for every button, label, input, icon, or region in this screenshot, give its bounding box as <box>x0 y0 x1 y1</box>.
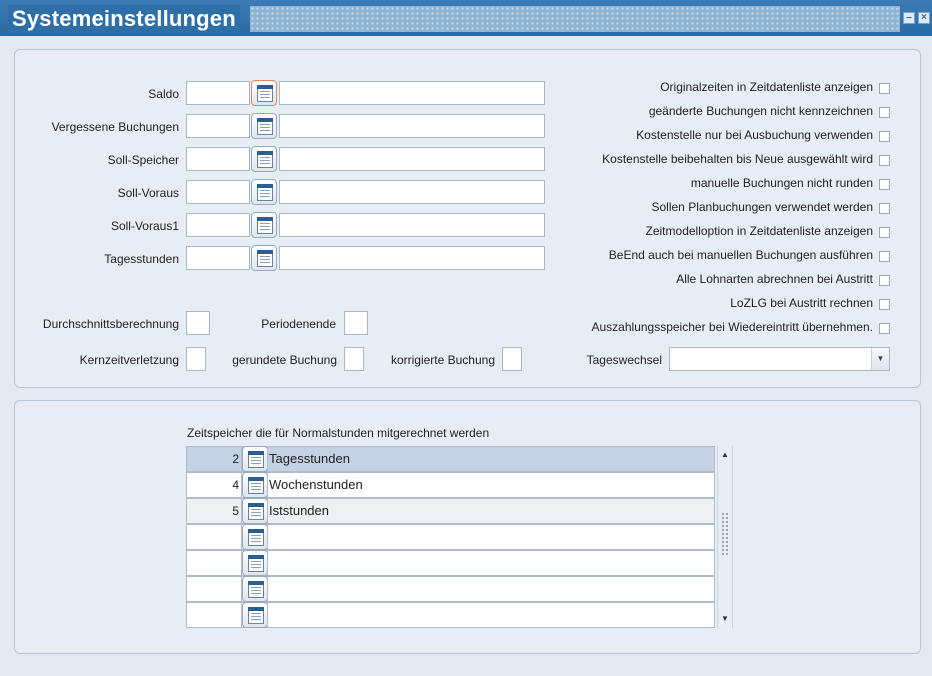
table-row[interactable] <box>186 472 715 498</box>
option-checkbox[interactable] <box>879 83 890 94</box>
divider <box>267 525 268 549</box>
table-row[interactable] <box>186 576 715 602</box>
soll-voraus1-lov-button[interactable] <box>251 212 277 238</box>
table-row[interactable] <box>186 498 715 524</box>
option-label: BeEnd auch bei manuellen Buchungen ausführen <box>608 248 873 262</box>
field-label: Tagesstunden <box>104 252 179 266</box>
soll-speicher-desc-input[interactable] <box>279 147 545 171</box>
scroll-down-icon[interactable]: ▼ <box>721 614 729 623</box>
list-of-values-icon <box>257 184 273 201</box>
list-of-values-icon <box>257 85 273 102</box>
tagesstunden-lov-button[interactable] <box>251 245 277 271</box>
list-of-values-icon <box>257 151 273 168</box>
table-row[interactable] <box>186 524 715 550</box>
divider <box>267 603 268 627</box>
option-checkbox[interactable] <box>879 275 890 286</box>
table-row[interactable] <box>186 602 715 628</box>
soll-speicher-code-input[interactable] <box>186 147 250 171</box>
row-number[interactable] <box>187 525 241 549</box>
soll-speicher-lov-button[interactable] <box>251 146 277 172</box>
option-checkbox[interactable] <box>879 251 890 262</box>
option-checkbox[interactable] <box>879 323 890 334</box>
periodenende-input[interactable] <box>344 311 368 335</box>
soll-voraus-desc-input[interactable] <box>279 180 545 204</box>
option-label: Originalzeiten in Zeitdatenliste anzeigen <box>660 80 873 94</box>
tageswechsel-label: Tageswechsel <box>586 353 662 367</box>
vergessene-lov-button[interactable] <box>251 113 277 139</box>
table-row[interactable] <box>186 550 715 576</box>
divider <box>267 577 268 601</box>
periodenende-label: Periodenende <box>261 317 336 331</box>
table-scrollbar[interactable] <box>717 446 733 628</box>
list-of-values-icon <box>257 250 273 267</box>
scroll-up-icon[interactable]: ▲ <box>721 450 729 459</box>
row-lov-button[interactable] <box>242 524 268 550</box>
option-label: Kostenstelle beibehalten bis Neue ausgewählt wird <box>602 152 873 166</box>
divider <box>267 551 268 575</box>
list-of-values-icon <box>248 581 264 598</box>
option-label: Zeitmodelloption in Zeitdatenliste anzeigen <box>645 224 873 238</box>
kernzeit-input[interactable] <box>186 347 206 371</box>
option-checkbox[interactable] <box>879 107 890 118</box>
field-label: Soll-Speicher <box>107 153 179 167</box>
korrigierte-input[interactable] <box>502 347 522 371</box>
list-of-values-icon <box>248 477 264 494</box>
field-label: Saldo <box>148 87 179 101</box>
chevron-down-icon[interactable]: ▼ <box>871 348 889 370</box>
tagesstunden-desc-input[interactable] <box>279 246 545 270</box>
row-lov-button[interactable] <box>242 576 268 602</box>
option-label: manuelle Buchungen nicht runden <box>690 176 873 190</box>
row-lov-button[interactable] <box>242 602 268 628</box>
vergessene-code-input[interactable] <box>186 114 250 138</box>
saldo-lov-button[interactable] <box>251 80 277 106</box>
field-label: Soll-Voraus1 <box>110 219 179 233</box>
close-icon[interactable]: × <box>918 12 930 24</box>
option-checkbox[interactable] <box>879 203 890 214</box>
durchschnitt-input[interactable] <box>186 311 210 335</box>
row-name: Wochenstunden <box>269 477 363 492</box>
option-checkbox[interactable] <box>879 155 890 166</box>
option-label: Alle Lohnarten abrechnen bei Austritt <box>676 272 873 286</box>
option-checkbox[interactable] <box>879 131 890 142</box>
option-label: LoZLG bei Austritt rechnen <box>730 296 873 310</box>
list-of-values-icon <box>248 607 264 624</box>
row-lov-button[interactable] <box>242 472 268 498</box>
durchschnitt-label: Durchschnittsberechnung <box>42 317 179 331</box>
tageswechsel-select[interactable] <box>669 347 890 371</box>
vergessene-desc-input[interactable] <box>279 114 545 138</box>
minimize-icon[interactable]: – <box>903 12 915 24</box>
gerundete-label: gerundete Buchung <box>232 353 337 367</box>
soll-voraus1-desc-input[interactable] <box>279 213 545 237</box>
window-title: Systemeinstellungen <box>8 5 240 33</box>
option-label: Kostenstelle nur bei Ausbuchung verwenden <box>636 128 873 142</box>
list-of-values-icon <box>257 118 273 135</box>
divider <box>267 473 268 497</box>
divider <box>267 447 268 471</box>
tagesstunden-code-input[interactable] <box>186 246 250 270</box>
row-name: Iststunden <box>269 503 329 518</box>
soll-voraus1-code-input[interactable] <box>186 213 250 237</box>
option-label: Auszahlungsspeicher bei Wiedereintritt übernehmen. <box>591 320 873 334</box>
field-label: Vergessene Buchungen <box>51 120 179 134</box>
korrigierte-label: korrigierte Buchung <box>390 353 495 367</box>
option-label: Sollen Planbuchungen verwendet werden <box>651 200 873 214</box>
row-number[interactable] <box>187 603 241 627</box>
row-name: Tagesstunden <box>269 451 350 466</box>
row-number[interactable]: 5 <box>232 504 239 518</box>
option-checkbox[interactable] <box>879 227 890 238</box>
kernzeit-label: Kernzeitverletzung <box>79 353 179 367</box>
option-checkbox[interactable] <box>879 299 890 310</box>
title-bar-pattern <box>250 6 900 32</box>
list-of-values-icon <box>248 555 264 572</box>
field-label: Soll-Voraus <box>117 186 179 200</box>
soll-voraus-lov-button[interactable] <box>251 179 277 205</box>
title-bar <box>0 0 932 36</box>
list-of-values-icon <box>248 451 264 468</box>
list-of-values-icon <box>248 503 264 520</box>
gerundete-input[interactable] <box>344 347 364 371</box>
table-row[interactable] <box>186 446 715 472</box>
divider <box>267 499 268 523</box>
option-checkbox[interactable] <box>879 179 890 190</box>
zeitspeicher-heading: Zeitspeicher die für Normalstunden mitgerechnet werden <box>187 426 490 440</box>
saldo-code-input[interactable] <box>186 81 250 105</box>
option-label: geänderte Buchungen nicht kennzeichnen <box>648 104 873 118</box>
soll-voraus-code-input[interactable] <box>186 180 250 204</box>
saldo-desc-input[interactable] <box>279 81 545 105</box>
scroll-grip[interactable] <box>721 512 729 556</box>
row-lov-button[interactable] <box>242 550 268 576</box>
row-number[interactable]: 4 <box>232 478 239 492</box>
row-number[interactable]: 2 <box>232 452 239 466</box>
row-number[interactable] <box>187 551 241 575</box>
row-lov-button[interactable] <box>242 498 268 524</box>
row-lov-button[interactable] <box>242 446 268 472</box>
row-number[interactable] <box>187 577 241 601</box>
list-of-values-icon <box>248 529 264 546</box>
list-of-values-icon <box>257 217 273 234</box>
